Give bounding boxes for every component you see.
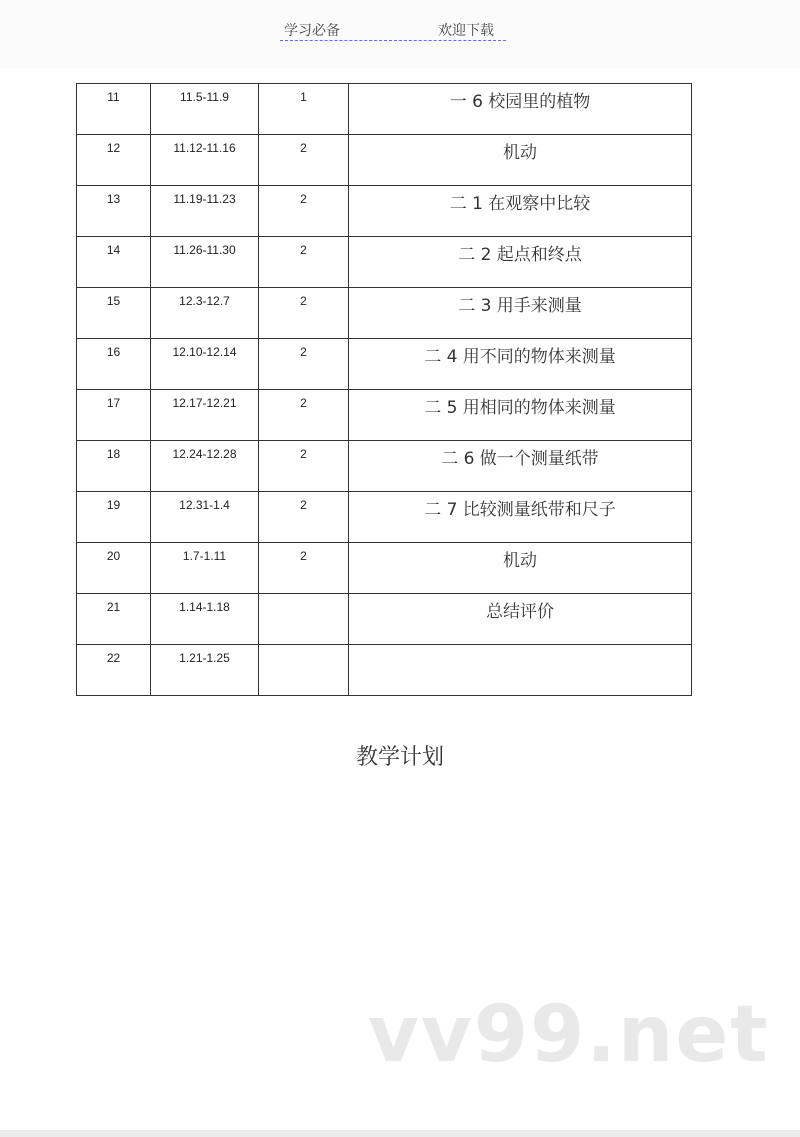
hours-cell bbox=[259, 594, 349, 645]
week-cell-text: 12 bbox=[106, 141, 121, 155]
dates-cell-text: 12.17-12.21 bbox=[172, 396, 237, 410]
dates-cell bbox=[151, 492, 259, 543]
lesson-cell bbox=[349, 543, 692, 594]
dates-cell-text: 11.12-11.16 bbox=[173, 141, 236, 155]
lesson-cell bbox=[349, 237, 692, 288]
hours-cell-text: 2 bbox=[300, 192, 307, 206]
hours-cell-text: 2 bbox=[300, 549, 307, 563]
dates-cell bbox=[151, 543, 259, 594]
dates-cell bbox=[151, 237, 259, 288]
table-row bbox=[77, 186, 692, 237]
hours-cell-text: 2 bbox=[300, 498, 307, 512]
lesson-cell bbox=[349, 186, 692, 237]
page-header bbox=[280, 18, 506, 41]
week-cell-text: 18 bbox=[106, 447, 121, 461]
hours-cell bbox=[259, 645, 349, 696]
lesson-cell-text: 二 4 用不同的物体来测量 bbox=[424, 347, 616, 367]
hours-cell bbox=[259, 543, 349, 594]
hours-cell bbox=[259, 237, 349, 288]
dates-cell-text: 12.24-12.28 bbox=[172, 447, 237, 461]
dates-cell bbox=[151, 594, 259, 645]
lesson-cell-text: 一 6 校园里的植物 bbox=[449, 92, 591, 112]
hours-cell-text: 2 bbox=[300, 345, 307, 359]
lesson-cell bbox=[349, 492, 692, 543]
hours-cell bbox=[259, 492, 349, 543]
dates-cell-text: 11.19-11.23 bbox=[173, 192, 236, 206]
hours-cell bbox=[259, 186, 349, 237]
lesson-cell bbox=[349, 594, 692, 645]
dates-cell-text: 11.26-11.30 bbox=[173, 243, 236, 257]
week-cell-text: 16 bbox=[106, 345, 121, 359]
dates-cell-text: 1.7-1.11 bbox=[182, 549, 227, 563]
dates-cell bbox=[151, 186, 259, 237]
hours-cell bbox=[259, 441, 349, 492]
week-cell-text: 17 bbox=[106, 396, 121, 410]
table-row bbox=[77, 594, 692, 645]
lesson-cell bbox=[349, 135, 692, 186]
hours-cell-text: 1 bbox=[300, 90, 307, 104]
table-row bbox=[77, 645, 692, 696]
lesson-cell-text: 二 6 做一个测量纸带 bbox=[441, 449, 599, 469]
dates-cell bbox=[151, 441, 259, 492]
week-cell bbox=[77, 186, 151, 237]
hours-cell bbox=[259, 135, 349, 186]
schedule-table-body bbox=[77, 84, 692, 696]
table-row bbox=[77, 543, 692, 594]
schedule-table bbox=[76, 83, 692, 696]
page-bottom-edge bbox=[0, 1130, 800, 1137]
week-cell-text: 13 bbox=[106, 192, 121, 206]
dates-cell-text: 12.31-1.4 bbox=[179, 498, 230, 512]
table-row bbox=[77, 237, 692, 288]
hours-cell-text: 2 bbox=[300, 294, 307, 308]
hours-cell-text bbox=[259, 645, 348, 651]
week-cell bbox=[77, 84, 151, 135]
dates-cell bbox=[151, 339, 259, 390]
week-cell-text: 21 bbox=[106, 600, 121, 614]
week-cell-text: 14 bbox=[106, 243, 121, 257]
week-cell-text: 19 bbox=[106, 498, 121, 512]
lesson-cell bbox=[349, 288, 692, 339]
lesson-cell-text: 二 7 比较测量纸带和尺子 bbox=[424, 500, 616, 520]
hours-cell bbox=[259, 288, 349, 339]
week-cell-text: 20 bbox=[106, 549, 121, 563]
week-cell bbox=[77, 339, 151, 390]
dates-cell bbox=[151, 390, 259, 441]
lesson-cell-text: 机动 bbox=[503, 551, 537, 571]
table-row bbox=[77, 288, 692, 339]
table-row bbox=[77, 84, 692, 135]
week-cell bbox=[77, 492, 151, 543]
dates-cell-text: 12.3-12.7 bbox=[179, 294, 230, 308]
lesson-cell bbox=[349, 441, 692, 492]
lesson-cell-text: 总结评价 bbox=[486, 602, 554, 622]
week-cell-text: 15 bbox=[106, 294, 121, 308]
header-left-text: 学习必备 bbox=[284, 23, 340, 39]
table-row bbox=[77, 492, 692, 543]
lesson-cell-text: 二 2 起点和终点 bbox=[458, 245, 582, 265]
lesson-cell-text bbox=[349, 645, 691, 648]
lesson-cell-text: 二 3 用手来测量 bbox=[458, 296, 582, 316]
table-row bbox=[77, 135, 692, 186]
lesson-cell bbox=[349, 390, 692, 441]
week-cell bbox=[77, 645, 151, 696]
dates-cell bbox=[151, 645, 259, 696]
hours-cell-text: 2 bbox=[300, 447, 307, 461]
dates-cell bbox=[151, 84, 259, 135]
dates-cell-text: 1.14-1.18 bbox=[179, 600, 230, 614]
week-cell bbox=[77, 543, 151, 594]
dates-cell-text: 12.10-12.14 bbox=[172, 345, 237, 359]
hours-cell-text: 2 bbox=[300, 396, 307, 410]
dates-cell-text: 11.5-11.9 bbox=[180, 90, 229, 104]
watermark: vv99.net bbox=[368, 990, 770, 1080]
hours-cell-text: 2 bbox=[300, 243, 307, 257]
week-cell bbox=[77, 288, 151, 339]
table-row bbox=[77, 339, 692, 390]
week-cell bbox=[77, 594, 151, 645]
lesson-cell bbox=[349, 84, 692, 135]
page-title: 教学计划 bbox=[355, 745, 444, 770]
week-cell bbox=[77, 237, 151, 288]
hours-cell bbox=[259, 84, 349, 135]
hours-cell bbox=[259, 390, 349, 441]
week-cell bbox=[77, 135, 151, 186]
lesson-cell bbox=[349, 645, 692, 696]
dates-cell-text: 1.21-1.25 bbox=[179, 651, 230, 665]
week-cell-text: 11 bbox=[107, 90, 120, 104]
week-cell bbox=[77, 390, 151, 441]
table-row bbox=[77, 390, 692, 441]
table-row bbox=[77, 441, 692, 492]
hours-cell-text: 2 bbox=[300, 141, 307, 155]
lesson-cell-text: 二 1 在观察中比较 bbox=[449, 194, 591, 214]
week-cell-text: 22 bbox=[106, 651, 121, 665]
lesson-cell-text: 二 5 用相同的物体来测量 bbox=[424, 398, 616, 418]
lesson-cell bbox=[349, 339, 692, 390]
dates-cell bbox=[151, 135, 259, 186]
header-right-text: 欢迎下载 bbox=[438, 23, 494, 39]
dates-cell bbox=[151, 288, 259, 339]
hours-cell bbox=[259, 339, 349, 390]
hours-cell-text bbox=[259, 594, 348, 600]
lesson-cell-text: 机动 bbox=[503, 143, 537, 163]
week-cell bbox=[77, 441, 151, 492]
